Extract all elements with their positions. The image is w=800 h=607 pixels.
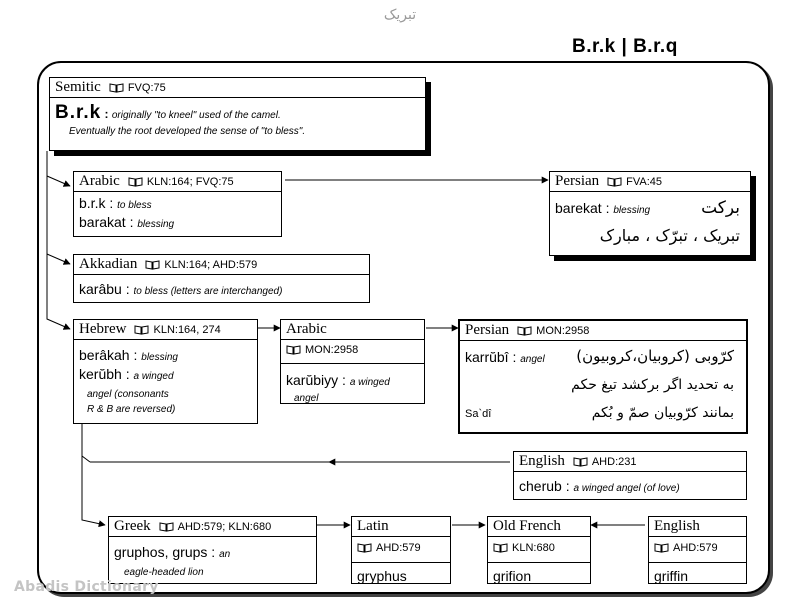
akkadian-source: KLN:164; AHD:579 (164, 258, 258, 271)
semitic-root: B.r.k (55, 102, 102, 123)
arabic2-source: MON:2958 (305, 344, 359, 356)
english1-lang: English (519, 453, 565, 469)
arabic1-box: Arabic KLN:164; FVQ:75 b.r.k : to bless barakat : blessing (73, 171, 282, 237)
arabic2-word1: karŭbiyy (286, 372, 339, 388)
arabic2-lang: Arabic (286, 321, 327, 337)
latin-box (351, 516, 451, 584)
latin-lang: Latin (357, 518, 389, 534)
hebrew-word2: kerŭbh (79, 366, 122, 382)
hebrew-word1: berâkah (79, 347, 130, 363)
oldfrench-source: KLN:680 (512, 542, 555, 554)
persian1-lang: Persian (555, 173, 600, 189)
persian1-gloss1: blessing (613, 205, 651, 216)
arabic2-gloss1: a winged (349, 377, 390, 388)
persian2-poet: Sa`dî (465, 408, 492, 420)
arabic1-source: KLN:164; FVQ:75 (146, 175, 234, 188)
book-icon (286, 345, 301, 355)
persian2-gloss1: angel (520, 354, 545, 365)
book-icon (109, 83, 124, 93)
english1-source: AHD:231 (591, 455, 637, 468)
book-icon (128, 177, 143, 187)
greek-word1: gruphos, grups (114, 544, 208, 560)
book-icon (573, 457, 588, 467)
semitic-gloss: originally "to kneel" used of the camel. (111, 110, 281, 121)
akkadian-gloss1: to bless (letters are interchanged) (133, 286, 283, 297)
book-icon (145, 260, 160, 270)
persian2-source: MON:2958 (536, 324, 590, 337)
hebrew-note1: angel (consonants (87, 389, 169, 400)
latin-source: AHD:579 (376, 542, 421, 554)
english1-gloss1: a winged angel (of love) (573, 483, 680, 494)
semitic-box: Semitic FVQ:75 B.r.k : originally "to kneel" used of the camel. Eventually the root developed the sense of "to bless". (49, 77, 426, 151)
english1-word1: cherub (519, 478, 562, 494)
book-icon (159, 522, 174, 532)
greek-gloss1: an (219, 549, 231, 560)
arabic2-box: Arabic MON:2958 karŭbiyy : a winged angel (280, 319, 425, 404)
arabic1-word2: barakat (79, 214, 126, 230)
greek-box: Greek AHD:579; KLN:680 gruphos, grups : an eagle-headed lion (108, 516, 317, 584)
book-icon (517, 326, 532, 336)
arabic1-word1: b.r.k (79, 195, 106, 211)
connector-akkadian (47, 254, 70, 264)
connector-arabic (47, 176, 70, 186)
persian2-fa2: به تحدید اگر برکشد تیغ حکم (571, 377, 734, 393)
akkadian-word1: karâbu (79, 281, 122, 297)
persian1-box: Persian FVA:45 barekat : blessing برکت تبریک ، تبرّک ، مبارک (549, 171, 751, 256)
arabic1-lang: Arabic (79, 173, 120, 189)
persian1-fa2: تبریک ، تبرّک ، مبارک (599, 226, 740, 245)
page-title: B.r.k | B.r.q (572, 36, 678, 57)
greek-lang: Greek (114, 518, 151, 534)
akkadian-lang: Akkadian (79, 256, 138, 272)
greek-source: AHD:579; KLN:680 (177, 520, 272, 533)
book-icon (357, 543, 372, 553)
arabic2-note1: angel (294, 393, 319, 404)
book-icon (654, 543, 669, 553)
hebrew-note2: R & B are reversed) (87, 404, 176, 415)
english2-lang: English (654, 518, 700, 534)
oldfrench-lang: Old French (493, 518, 561, 534)
persian2-fa3: بمانند کرّوبیان صمّ و بُکم (591, 405, 734, 421)
oldfrench-box (487, 516, 591, 584)
latin-word1: gryphus (357, 568, 407, 584)
hebrew-box: Hebrew KLN:164, 274 berâkah : blessing kerŭbh : a winged angel (consonants R & B are reversed) (73, 319, 258, 424)
semitic-source: FVQ:75 (127, 81, 166, 94)
english2-source: AHD:579 (673, 542, 718, 554)
greek-note1: eagle-headed lion (124, 567, 204, 578)
persian1-word1: barekat (555, 200, 602, 216)
semitic-note: Eventually the root developed the sense of "to bless". (69, 126, 306, 137)
site-word: تبریک (383, 7, 417, 23)
book-icon (134, 325, 149, 335)
oldfrench-word1: grifion (493, 568, 532, 584)
hebrew-branch (82, 424, 105, 525)
persian2-fa1: کرّوبی (کروبیان،کروبیون) (576, 347, 734, 365)
persian2-box: Persian MON:2958 karrŭbî : angel Sa`dî کرّوبی (کروبیان،کروبیون) به تحدید اگر برکشد تیغ حکم بمانند کرّوبیان صمّ و بُکم (458, 319, 748, 434)
persian2-lang: Persian (465, 322, 510, 338)
book-icon (493, 543, 508, 553)
hebrew-gloss2: a winged (133, 371, 174, 382)
persian1-fa1: برکت (701, 198, 740, 218)
english2-word1: griffin (654, 568, 688, 584)
arabic1-gloss1: to bless (117, 200, 152, 211)
semitic-lang: Semitic (55, 79, 101, 95)
persian2-word1: karrŭbî (465, 349, 509, 365)
watermark: Abadis Dictionary (14, 579, 159, 595)
english2-box (648, 516, 747, 584)
arabic1-gloss2: blessing (137, 219, 175, 230)
english1-box: English AHD:231 cherub : a winged angel (of love) (513, 451, 747, 500)
book-icon (607, 177, 622, 187)
hebrew-source: KLN:164, 274 (153, 323, 221, 336)
hebrew-lang: Hebrew (79, 321, 127, 337)
akkadian-box: Akkadian KLN:164; AHD:579 karâbu : to bless (letters are interchanged) (73, 254, 370, 303)
hebrew-gloss1: blessing (141, 352, 178, 363)
persian1-source: FVA:45 (626, 175, 663, 188)
